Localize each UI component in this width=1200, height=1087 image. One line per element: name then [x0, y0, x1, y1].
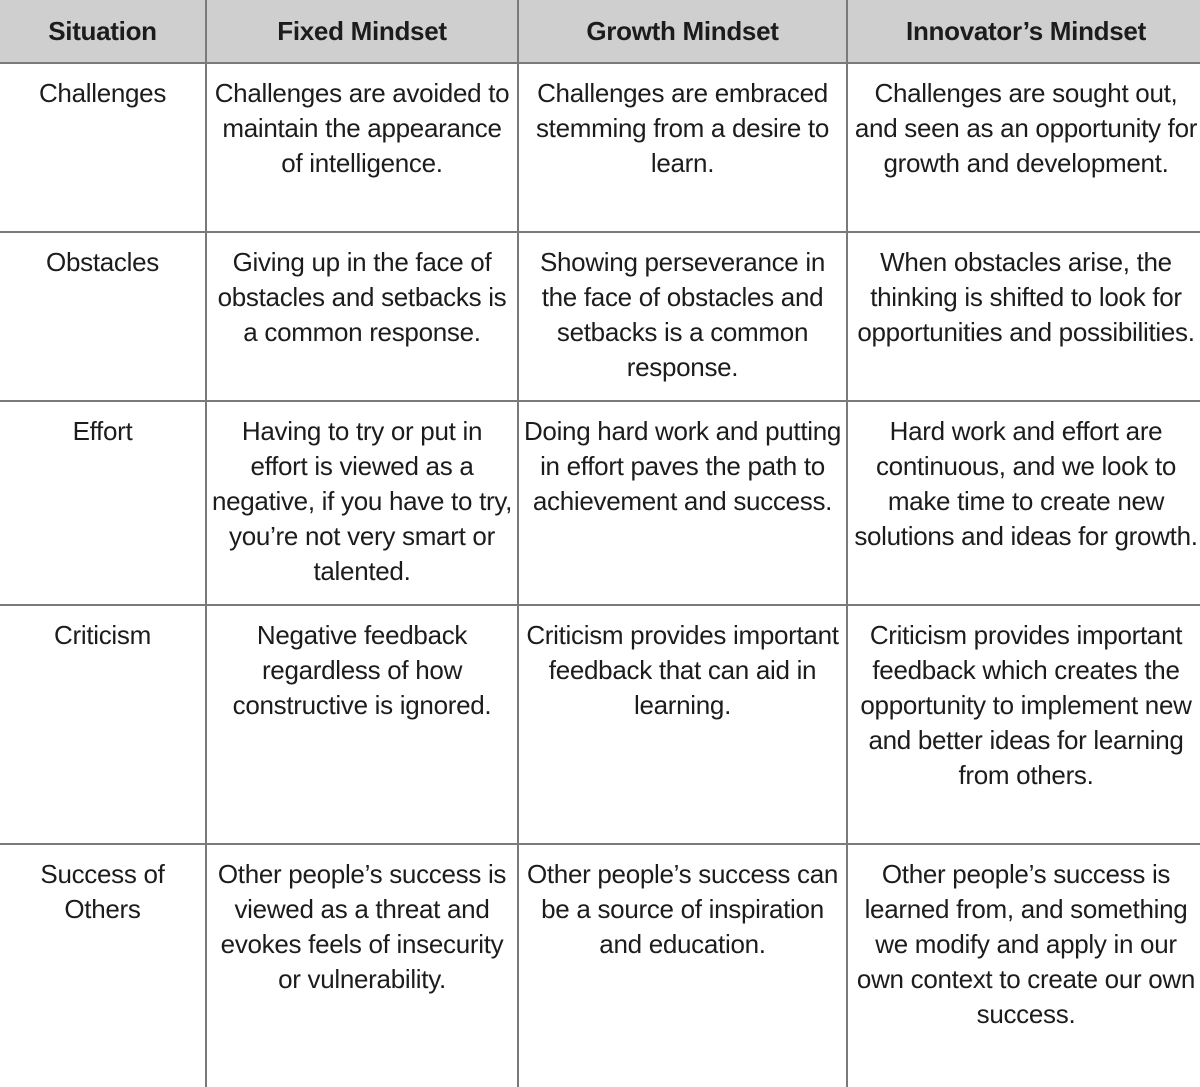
situation-cell: Obstacles — [0, 232, 206, 401]
growth-mindset-cell: Challenges are embraced stemming from a desire to learn. — [518, 63, 847, 232]
innovators-mindset-cell: Other people’s success is learned from, and something we modify and apply in our own context to create our own success. — [847, 844, 1200, 1087]
table-row-effort — [0, 401, 1200, 605]
situation-cell: Challenges — [0, 63, 206, 232]
innovators-mindset-cell: Challenges are sought out, and seen as an opportunity for growth and development. — [847, 63, 1200, 232]
fixed-mindset-cell: Giving up in the face of obstacles and setbacks is a common response. — [206, 232, 518, 401]
situation-cell: Effort — [0, 401, 206, 605]
situation-cell: Success of Others — [0, 844, 206, 1087]
table-row-obstacles — [0, 232, 1200, 401]
fixed-mindset-cell: Challenges are avoided to maintain the appearance of intelligence. — [206, 63, 518, 232]
fixed-mindset-cell: Negative feedback regardless of how constructive is ignored. — [206, 605, 518, 844]
growth-mindset-cell: Criticism provides important feedback that can aid in learning. — [518, 605, 847, 844]
innovators-mindset-cell: When obstacles arise, the thinking is shifted to look for opportunities and possibilities. — [847, 232, 1200, 401]
header-row — [0, 0, 1200, 63]
growth-mindset-cell: Doing hard work and putting in effort paves the path to achievement and success. — [518, 401, 847, 605]
header-innovators-mindset: Innovator’s Mindset — [847, 0, 1200, 63]
innovators-mindset-cell: Hard work and effort are continuous, and we look to make time to create new solutions and ideas for growth. — [847, 401, 1200, 605]
table-row-challenges — [0, 63, 1200, 232]
fixed-mindset-cell: Other people’s success is viewed as a threat and evokes feels of insecurity or vulnerability. — [206, 844, 518, 1087]
growth-mindset-cell: Other people’s success can be a source of inspiration and education. — [518, 844, 847, 1087]
header-fixed-mindset: Fixed Mindset — [206, 0, 518, 63]
table-row-criticism — [0, 605, 1200, 844]
innovators-mindset-cell: Criticism provides important feedback which creates the opportunity to implement new and better ideas for learning from others. — [847, 605, 1200, 844]
situation-cell: Criticism — [0, 605, 206, 844]
header-growth-mindset: Growth Mindset — [518, 0, 847, 63]
table-row-success-of-others — [0, 844, 1200, 1087]
growth-mindset-cell: Showing perseverance in the face of obstacles and setbacks is a common response. — [518, 232, 847, 401]
fixed-mindset-cell: Having to try or put in effort is viewed as a negative, if you have to try, you’re not very smart or talented. — [206, 401, 518, 605]
header-situation: Situation — [0, 0, 206, 63]
